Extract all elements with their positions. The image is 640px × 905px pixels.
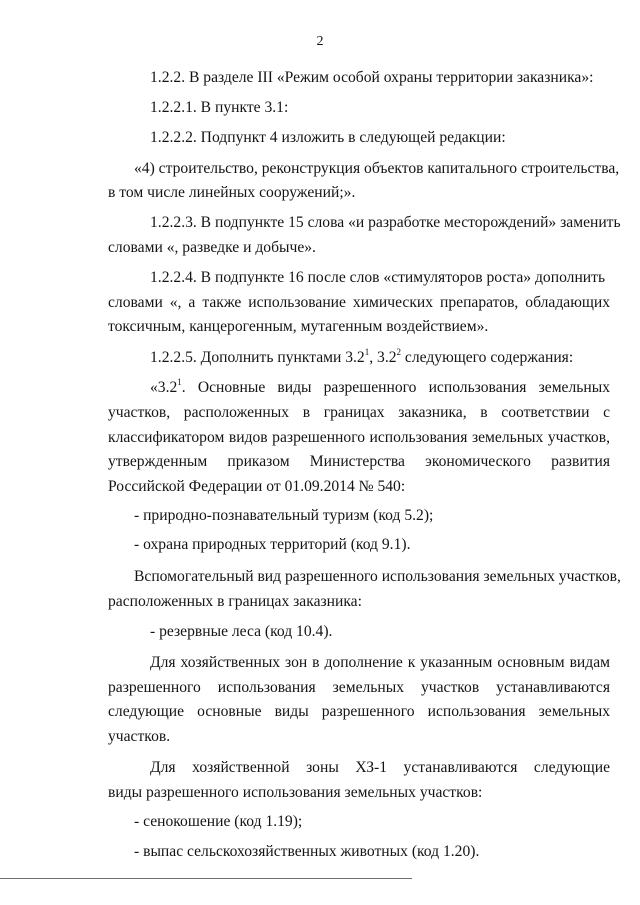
superscript: 1 (177, 378, 182, 387)
paragraph-line: Вспомогательный вид разрешенного использования земельных участков, (134, 568, 621, 585)
paragraph-line: участков. (108, 728, 171, 745)
paragraph-line: словами «, а также использование химических препаратов, обладающих (108, 294, 610, 311)
paragraph-line: 1.2.2.2. Подпункт 4 изложить в следующей редакции: (150, 129, 506, 146)
paragraph-line: в том числе линейных сооружений;». (108, 184, 356, 201)
line-text: «3.2 (150, 379, 178, 396)
paragraph-line: Для хозяйственных зон в дополнение к указанным основным видам (150, 654, 610, 671)
paragraph-line: 1.2.2.3. В подпункте 15 слова «и разработке месторождений» заменить (150, 214, 621, 231)
paragraph-line: классификатором видов разрешенного использования земельных участков, (108, 429, 610, 446)
paragraph-line: участков, расположенных в границах заказника, в соответствии с (108, 404, 610, 421)
line-text: , 3.2 (369, 349, 397, 366)
paragraph-line: разрешенного использования земельных участков устанавливаются (108, 679, 610, 696)
paragraph-line: следующие основные виды разрешенного использования земельных (108, 703, 610, 720)
paragraph-line: токсичным, канцерогенным, мутагенным воздействием». (108, 318, 489, 335)
list-item: - резервные леса (код 10.4). (150, 623, 333, 640)
paragraph-line: 1.2.2.1. В пункте 3.1: (150, 99, 289, 116)
line-text: 1.2.2.5. Дополнить пунктами 3.2 (150, 349, 365, 366)
line-text: . Основные виды разрешенного использования земельных (181, 379, 610, 396)
list-item: - природно-познавательный туризм (код 5.2); (134, 507, 434, 524)
paragraph-line: «4) строительство, реконструкция объектов капитального строительства, (134, 160, 620, 177)
list-item: - охрана природных территорий (код 9.1). (134, 536, 411, 553)
paragraph-line: расположенных в границах заказника: (108, 593, 362, 610)
page-number: 2 (316, 34, 324, 49)
paragraph-line: 1.2.2. В разделе III «Режим особой охраны территории заказника»: (150, 69, 594, 86)
paragraph-line (150, 348, 573, 368)
superscript: 2 (396, 346, 402, 357)
list-item: - сенокошение (код 1.19); (134, 813, 303, 830)
paragraph-line: Российской Федерации от 01.09.2014 № 540: (108, 478, 406, 495)
list-item: - выпас сельскохозяйственных животных (код 1.20). (134, 843, 480, 860)
paragraph-line: Для хозяйственной зоны ХЗ-1 устанавливаются следующие (150, 759, 610, 776)
paragraph-line: словами «, разведке и добыче». (108, 239, 316, 256)
paragraph-line: виды разрешенного использования земельных участков: (108, 784, 483, 801)
superscript: 1 (364, 346, 370, 357)
footer-divider (0, 878, 412, 879)
paragraph-line (150, 378, 610, 398)
paragraph-line: 1.2.2.4. В подпункте 16 после слов «стимуляторов роста» дополнить (150, 269, 606, 286)
paragraph-line: утвержденным приказом Министерства экономического развития (108, 453, 610, 470)
line-text: следующего содержания: (401, 349, 574, 366)
